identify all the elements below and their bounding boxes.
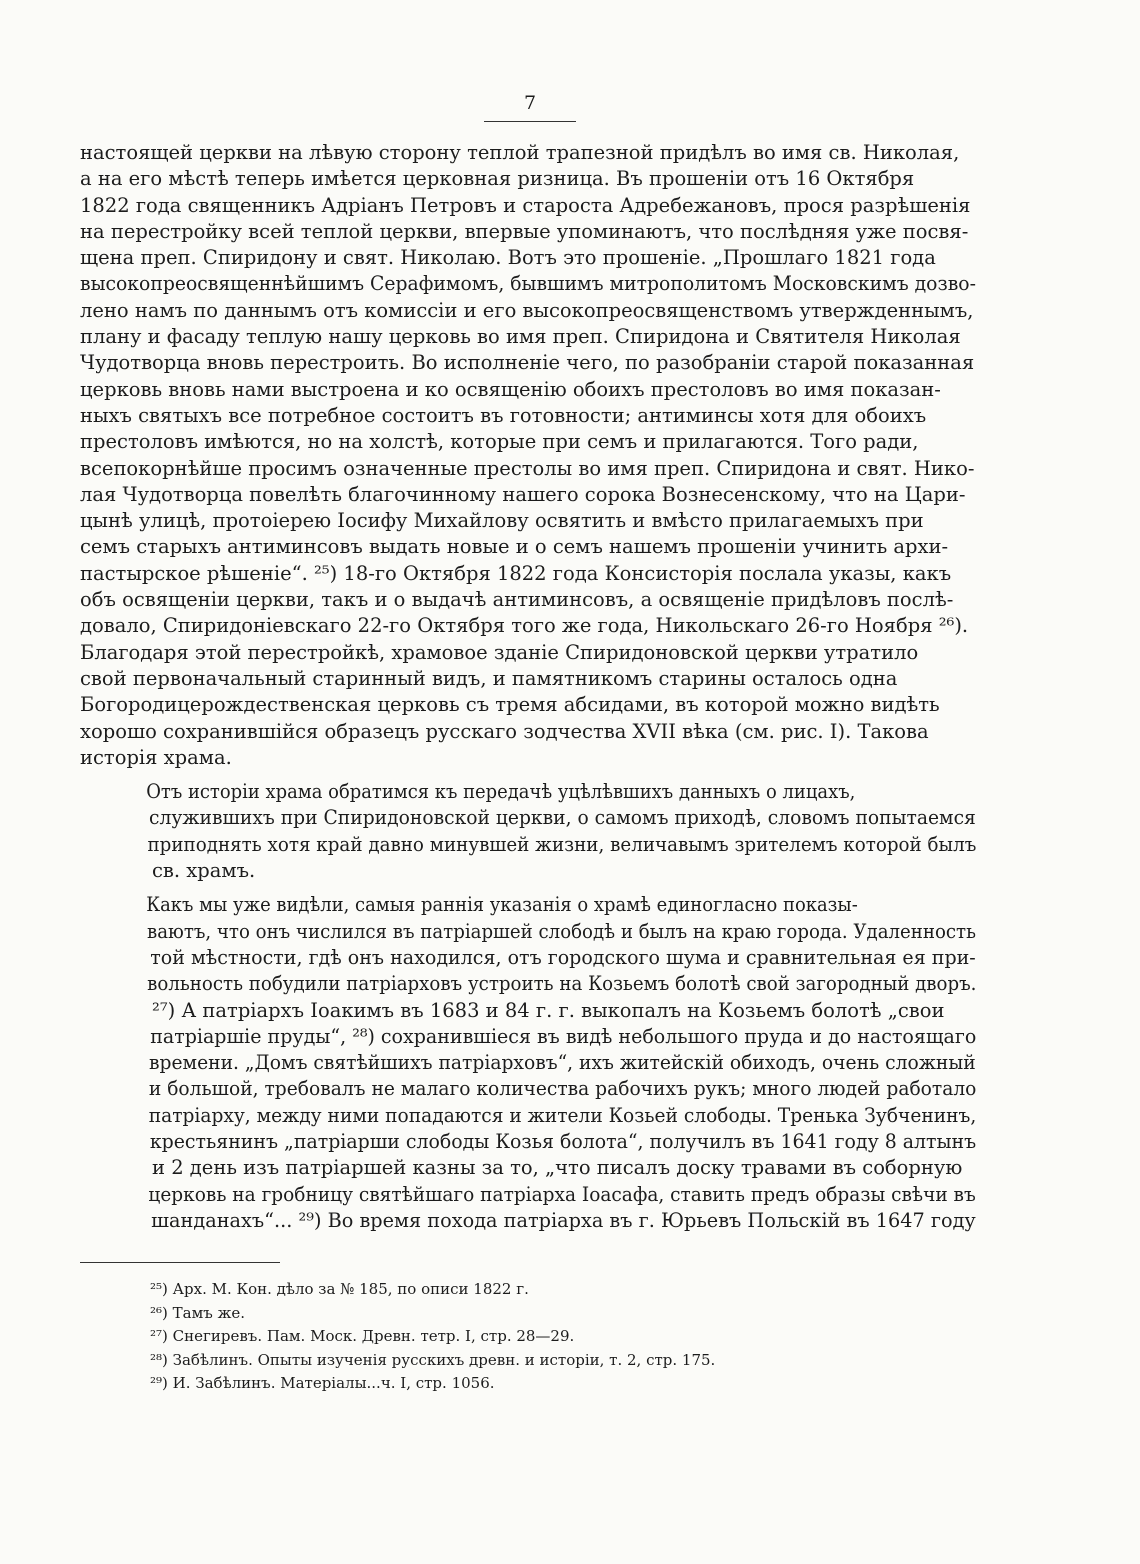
- text-line: хорошо сохранившійся образецъ русскаго зодчества XVII вѣка (см. рис. I). Такова: [80, 719, 929, 743]
- footnotes: [150, 1278, 970, 1396]
- text-line: объ освященіи церкви, такъ и о выдачѣ антиминсовъ, а освященіе придѣловъ послѣ-: [80, 588, 954, 612]
- text-line: исторія храма.: [80, 745, 232, 769]
- text-line: 1822 года священникъ Адріанъ Петровъ и староста Адребежановъ, прося разрѣшенія: [80, 193, 971, 217]
- text-line: шанданахъ“... ²⁹) Во время похода патріарха въ г. Юрьевъ Польскій въ 1647 году: [151, 1208, 976, 1232]
- text-line: патріарху, между ними попадаются и жители Козьей слободы. Тренька Зубченинъ,: [148, 1103, 977, 1127]
- text-line: семъ старыхъ антиминсовъ выдать новые и о семъ нашемъ прошеніи учинить архи-: [80, 535, 949, 559]
- text-line: Какъ мы уже видѣли, самыя раннія указанія о храмѣ единогласно показы-: [146, 893, 858, 917]
- text-line: свой первоначальный старинный видъ, и памятникомъ старины осталось одна: [80, 666, 898, 690]
- text-line: вольность побудили патріарховъ устроить на Козьемъ болотѣ свой загородный дворъ.: [147, 972, 977, 996]
- text-line: церковь вновь нами выстроена и ко освященію обоихъ престоловъ во имя показан-: [80, 377, 941, 401]
- text-line: патріаршіе пруды“, ²⁸) сохранившіеся въ видѣ небольшого пруда и до настоящаго: [150, 1024, 977, 1048]
- text-line: довало, Спиридоніевскаго 22-го Октября того же года, Никольскаго 26-го Ноября ²⁶).: [80, 614, 969, 638]
- text-line: Благодаря этой перестройкѣ, храмовое зданіе Спиридоновской церкви утратило: [80, 640, 919, 664]
- text-line: крестьянинъ „патріарши слободы Козья болота“, получилъ въ 1641 году 8 алтынъ: [149, 1129, 977, 1153]
- text-line: церковь на гробницу святѣйшаго патріарха Іоасафа, ставить предъ образы свѣчи въ: [148, 1182, 976, 1206]
- text-line: служившихъ при Спиридоновской церкви, о самомъ приходѣ, словомъ попытаемся: [148, 806, 976, 830]
- text-line: св. храмъ.: [152, 859, 256, 883]
- text-line: а на его мѣстѣ теперь имѣется церковная ризница. Въ прошеніи отъ 16 Октября: [80, 167, 915, 191]
- text-line: плану и фасаду теплую нашу церковь во имя преп. Спиридона и Святителя Николая: [80, 325, 961, 349]
- text-line: цынѣ улицѣ, протоіерею Іосифу Михайлову освятить и вмѣсто прилагаемыхъ при: [80, 509, 924, 533]
- footnote: ²⁸) Забѣлинъ. Опыты изученія русскихъ древн. и исторіи, т. 2, стр. 175.: [150, 1350, 716, 1369]
- body-text: [80, 140, 976, 1234]
- text-line: на перестройку всей теплой церкви, впервые упоминаютъ, что послѣдняя уже посвя-: [80, 219, 969, 243]
- footnote: ²⁷) Снегиревъ. Пам. Моск. Древн. тетр. I, стр. 28—29.: [150, 1327, 575, 1345]
- text-line: Отъ исторіи храма обратимся къ передачѣ уцѣлѣвшихъ данныхъ о лицахъ,: [146, 780, 856, 804]
- footnote: ²⁹) И. Забѣлинъ. Матеріалы...ч. I, стр. 1056.: [150, 1374, 495, 1392]
- text-line: времени. „Домъ святѣйшихъ патріарховъ“, ихъ житейскій обиходъ, очень сложный: [148, 1051, 976, 1075]
- text-line: приподнять хотя край давно минувшей жизни, величавымъ зрителемъ которой былъ: [147, 832, 977, 856]
- text-line: щена преп. Спиридону и свят. Николаю. Вотъ это прошеніе. „Прошлаго 1821 года: [80, 246, 936, 270]
- text-line: пастырское рѣшеніе“. ²⁵) 18-го Октября 1822 года Консисторія послала указы, какъ: [80, 561, 952, 585]
- paragraph: [80, 779, 976, 884]
- text-line: лено намъ по даннымъ отъ комиссіи и его высокопреосвященствомъ утвержденнымъ,: [80, 298, 974, 322]
- page-number: 7: [523, 92, 537, 114]
- text-line: и большой, требовалъ не малаго количества рабочихъ рукъ; много людей работало: [148, 1077, 977, 1101]
- text-line: Чудотворца вновь перестроить. Во исполненіе чего, по разобраніи старой показанная: [80, 351, 975, 375]
- text-line: лая Чудотворца повелѣть благочинному нашего сорока Вознесенскому, что на Цари-: [80, 482, 966, 506]
- text-line: ваютъ, что онъ числился въ патріаршей слободѣ и былъ на краю города. Удаленность: [146, 919, 976, 943]
- text-line: ²⁷) А патріархъ Іоакимъ въ 1683 и 84 г. г. выкопалъ на Козьемъ болотѣ „свои: [152, 998, 945, 1022]
- text-line: настоящей церкви на лѣвую сторону теплой трапезной придѣлъ во имя св. Николая,: [80, 141, 960, 164]
- text-line: Богородицерождественская церковь съ тремя абсидами, въ которой можно видѣть: [80, 693, 940, 717]
- text-line: высокопреосвященнѣйшимъ Серафимомъ, бывшимъ митрополитомъ Московскимъ дозво-: [80, 272, 976, 296]
- paragraph: [80, 140, 976, 771]
- text-line: ныхъ святыхъ все потребное состоитъ въ готовности; антиминсы хотя для обоихъ: [80, 403, 927, 427]
- paragraph: [80, 892, 976, 1234]
- footnote-separator: [80, 1262, 280, 1263]
- text-line: и 2 день изъ патріаршей казны за то, „что писалъ доску травами въ соборную: [152, 1156, 963, 1180]
- text-line: всепокорнѣйше просимъ означенные престолы во имя преп. Спиридона и свят. Нико-: [80, 456, 975, 480]
- text-line: престоловъ имѣются, но на холстѣ, которые при семъ и прилагаются. Того ради,: [80, 430, 919, 454]
- text-line: той мѣстности, гдѣ онъ находился, отъ городского шума и сравнительная ея при-: [150, 945, 976, 969]
- footnote: ²⁵) Арх. М. Кон. дѣло за № 185, по описи 1822 г.: [150, 1280, 529, 1298]
- footnote: ²⁶) Тамъ же.: [150, 1303, 246, 1322]
- page-number-rule: [484, 121, 576, 122]
